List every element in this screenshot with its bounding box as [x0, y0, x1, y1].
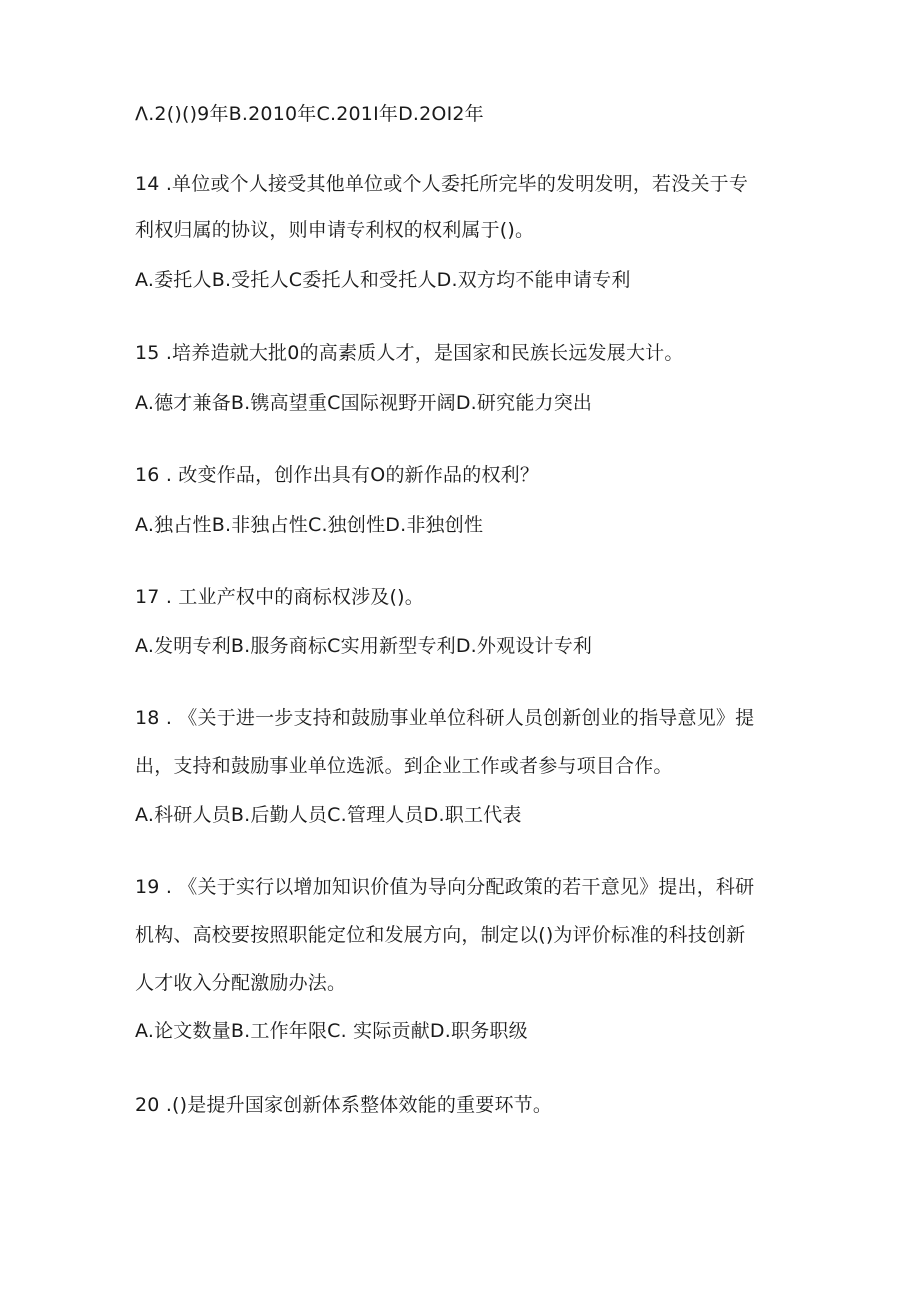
q20-text: 20 .()是提升国家创新体系整体效能的重要环节。 — [135, 1094, 553, 1116]
q18-options: A.科研人员B.后勤人员C.管理人员D.职工代表 — [135, 804, 522, 826]
q15-text: 15 .培养造就大批0的高素质人才，是国家和民族长远发展大计。 — [135, 342, 684, 364]
q17-text: 17 . 工业产权中的商标权涉及()。 — [135, 586, 424, 608]
q19-options: A.论文数量B.工作年限C. 实际贡献D.职务职级 — [135, 1020, 528, 1042]
q19-text-line-1: 19 . 《关于实行以增加知识价值为导向分配政策的若干意见》提出，科研 — [135, 876, 755, 898]
q19-text-line-2: 机构、高校要按照职能定位和发展方向，制定以()为评价标准的科技创新 — [135, 924, 746, 946]
q15-options: A.德才兼备B.镌高望重C国际视野开阔D.研究能力突出 — [135, 392, 593, 414]
q19-text-line-3: 人才收入分配激励办法。 — [135, 972, 347, 994]
q17-options: A.发明专利B.服务商标C实用新型专利D.外观设计专利 — [135, 635, 593, 657]
q18-text-line-1: 18 . 《关于进一步支持和鼓励事业单位科研人员创新创业的指导意见》提 — [135, 707, 755, 729]
q16-options: A.独占性B.非独占性C.独创性D.非独创性 — [135, 514, 484, 536]
q14-text-line-1: 14 .单位或个人接受其他单位或个人委托所完毕的发明发明，若没关于专 — [135, 173, 749, 195]
q18-text-line-2: 出，支持和鼓励事业单位选派。到企业工作或者参与项目合作。 — [135, 755, 673, 777]
q13-options: Λ.2()()9年B.2010年C.201I年D.2OI2年 — [135, 103, 484, 125]
q14-text-line-2: 利权归属的协议，则申请专利权的权利属于()。 — [135, 219, 535, 241]
q14-options: A.委托人B.受托人C委托人和受托人D.双方均不能申请专利 — [135, 269, 631, 291]
q16-text: 16 . 改变作品，创作出具有O的新作品的权利？ — [135, 464, 540, 486]
